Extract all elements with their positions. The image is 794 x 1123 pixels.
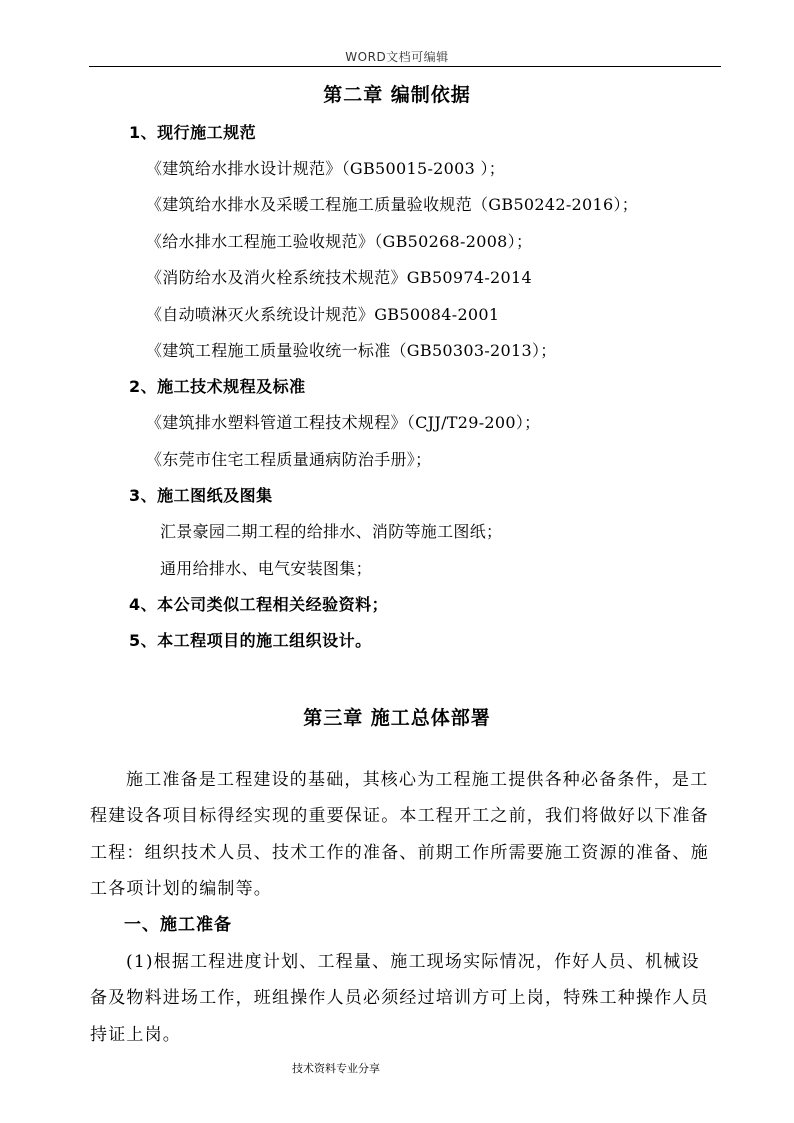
chapter-3-title: 第三章 施工总体部署 [303,707,491,729]
section-heading-3: 3、施工图纸及图集 [129,486,273,505]
page-header: WORD文档可编辑 [345,50,449,64]
page-footer: 技术资料专业分享 [292,1062,380,1075]
section-heading-4: 4、本公司类似工程相关经验资料； [129,595,389,614]
chapter-2-title: 第二章 编制依据 [323,84,471,106]
reference-item: 《建筑给水排水设计规范》（GB50015-2003 ）； [146,159,506,178]
reference-item: 《给水排水工程施工验收规范》（GB50268-2008）； [146,232,533,251]
reference-item: 《建筑排水塑料管道工程技术规程》（CJJ/T29-200）； [146,413,541,432]
reference-item: 通用给排水、电气安装图集； [160,559,372,578]
reference-item: 《建筑给水排水及采暖工程施工质量验收规范（GB50242-2016）； [146,195,639,214]
header-divider [89,66,721,67]
reference-item: 汇景豪园二期工程的给排水、消防等施工图纸； [160,522,503,541]
section-heading-1: 1、现行施工规范 [129,123,257,142]
paragraph-line: (1)根据工程进度计划、工程量、施工现场实际情况，作好人员、机械设 [126,952,700,972]
paragraph-line: 工程：组织技术人员、技术工作的准备、前期工作所需要施工资源的准备、施 [90,843,709,863]
reference-item: 《建筑工程施工质量验收统一标准（GB50303-2013）； [146,341,557,360]
paragraph-line: 持证上岗。 [90,1025,181,1045]
reference-item: 《东莞市住宅工程质量通病防治手册》； [146,450,432,469]
reference-item: 《消防给水及消火栓系统技术规范》GB50974-2014 [146,268,532,287]
subsection-heading: 一、施工准备 [124,915,232,935]
section-heading-5: 5、本工程项目的施工组织设计。 [129,631,372,650]
section-heading-2: 2、施工技术规程及标准 [129,377,306,396]
paragraph-line: 程建设各项目标得经实现的重要保证。本工程开工之前，我们将做好以下准备 [90,806,709,826]
paragraph-line: 工各项计划的编制等。 [90,879,272,899]
paragraph-line: 施工准备是工程建设的基础，其核心为工程施工提供各种必备条件，是工 [126,770,709,790]
reference-item: 《自动喷淋灭火系统设计规范》GB50084-2001 [146,305,500,324]
paragraph-line: 备及物料进场工作，班组操作人员必须经过培训方可上岗，特殊工种操作人员 [90,988,709,1008]
